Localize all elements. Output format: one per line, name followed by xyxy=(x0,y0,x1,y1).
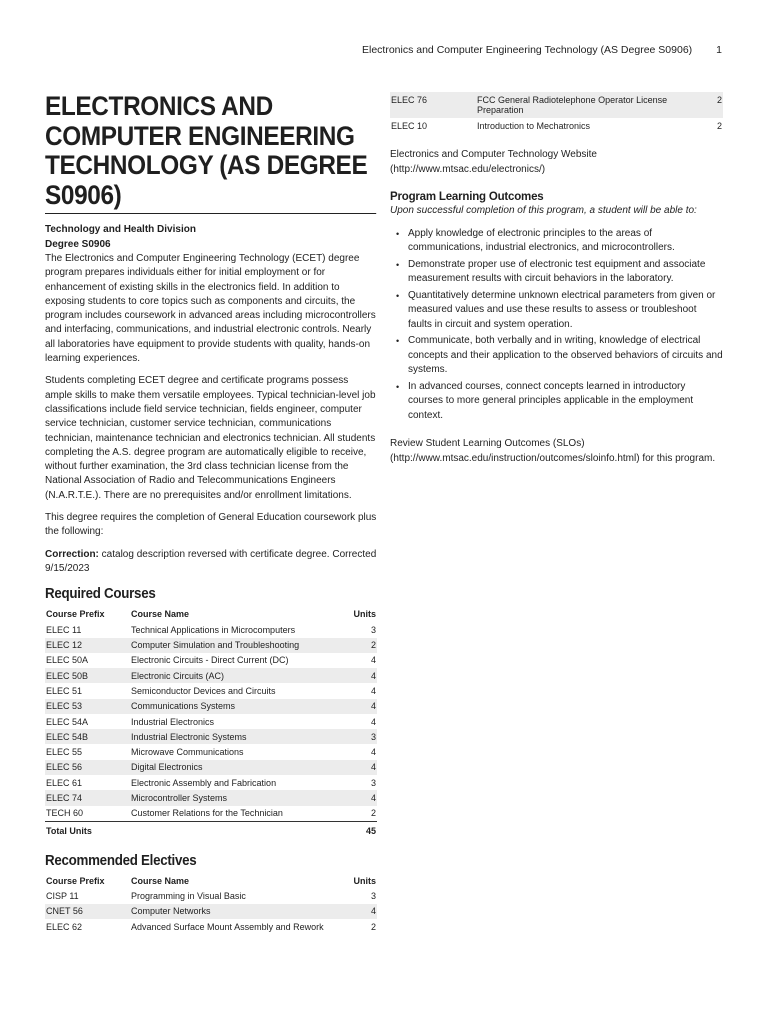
col-units: Units xyxy=(353,609,376,620)
course-units: 3 xyxy=(370,777,376,788)
course-name: Computer Simulation and Troubleshooting xyxy=(130,638,346,653)
running-header-title: Electronics and Computer Engineering Technology (AS Degree S0906) xyxy=(361,44,693,56)
course-units: 4 xyxy=(346,668,377,683)
course-units: 2 xyxy=(370,808,376,819)
slo-link[interactable]: Review Student Learning Outcomes (SLOs) (http://www.mtsac.edu/instruction/outcomes/sloinfo.html) for this program. xyxy=(390,438,716,464)
col-course-name: Course Name xyxy=(131,875,190,886)
electives-table-continued xyxy=(390,92,723,134)
course-units: 3 xyxy=(370,624,376,635)
course-name: Microcontroller Systems xyxy=(130,790,346,805)
page-title: ELECTRONICS AND COMPUTER ENGINEERING TECHNOLOGY (AS DEGREE S0906) xyxy=(45,92,376,214)
course-prefix: ELEC 53 xyxy=(45,699,130,714)
course-units: 4 xyxy=(346,699,377,714)
running-header xyxy=(362,44,722,56)
course-name: Electronic Assembly and Fabrication xyxy=(131,777,277,788)
table-row xyxy=(45,919,377,934)
table-row xyxy=(45,760,377,775)
table-row xyxy=(390,92,723,118)
course-units: 4 xyxy=(370,685,376,696)
list-item: • In advanced courses, connect concepts learned in introductory courses to more general principles applicable in the employment context. xyxy=(408,380,723,424)
course-name: Semiconductor Devices and Circuits xyxy=(131,685,276,696)
correction-label: Correction: xyxy=(45,548,99,560)
degree-label: Degree S0906 xyxy=(45,238,111,250)
course-units: 3 xyxy=(370,891,376,902)
correction-text: catalog description reversed with certificate degree. Corrected 9/15/2023 xyxy=(45,548,377,574)
course-prefix: ELEC 74 xyxy=(45,790,130,805)
total-row xyxy=(45,821,377,838)
outcomes-intro: Upon successful completion of this program, a student will be able to: xyxy=(390,204,697,216)
course-prefix: ELEC 50A xyxy=(46,655,89,666)
requirements-paragraph: This degree requires the completion of General Education coursework plus the following: xyxy=(45,512,377,538)
required-courses-table xyxy=(45,606,377,838)
course-name: Digital Electronics xyxy=(130,760,346,775)
left-column xyxy=(45,92,377,934)
table-row xyxy=(45,806,377,822)
list-item: • Apply knowledge of electronic principles to the areas of communications, industrial electronics, and microcontrollers. xyxy=(408,227,723,256)
course-name: Programming in Visual Basic xyxy=(131,891,246,902)
course-units: 4 xyxy=(346,760,377,775)
course-name: Customer Relations for the Technician xyxy=(131,808,283,819)
course-prefix: ELEC 76 xyxy=(390,92,476,118)
course-name: Communications Systems xyxy=(130,699,346,714)
course-name: Electronic Circuits - Direct Current (DC) xyxy=(131,655,289,666)
division-info xyxy=(45,223,377,252)
course-prefix: ELEC 11 xyxy=(46,624,82,635)
course-units: 3 xyxy=(346,729,377,744)
col-course-name: Course Name xyxy=(131,609,190,620)
course-name: Computer Networks xyxy=(130,904,349,919)
course-units: 2 xyxy=(716,92,723,118)
course-prefix: ELEC 50B xyxy=(45,668,130,683)
required-courses-heading: Required Courses xyxy=(45,586,156,603)
table-row xyxy=(45,683,377,698)
table-row xyxy=(45,638,377,653)
course-prefix: ELEC 12 xyxy=(45,638,130,653)
course-units: 2 xyxy=(370,921,376,932)
table-row xyxy=(45,699,377,714)
intro-paragraph: The Electronics and Computer Engineering Technology (ECET) degree program prepares individuals either for initial employment or for enhancement of existing skills in the electronics field. In addition to exposing students to core topics such as components and circuits, the program includes coursework in advanced areas including microcontrollers and interfacing, communications, and industrial electronic controls. Nearly all laboratories have equipment to provide students with quality, hands-on learning experiences. xyxy=(45,253,376,365)
course-prefix: ELEC 61 xyxy=(46,777,83,788)
course-name: FCC General Radiotelephone Operator License Preparation xyxy=(476,92,716,118)
table-row xyxy=(390,118,723,134)
course-units: 4 xyxy=(370,716,376,727)
table-row xyxy=(45,790,377,805)
course-units: 4 xyxy=(346,790,377,805)
list-item: • Quantitatively determine unknown electrical parameters from given or measured values and use these results to assess or troubleshoot faults in circuit and system operation. xyxy=(408,289,723,333)
col-units: Units xyxy=(353,875,376,886)
course-units: 2 xyxy=(346,638,377,653)
course-prefix: ELEC 54A xyxy=(46,716,89,727)
correction-note xyxy=(45,548,377,577)
course-prefix: ELEC 62 xyxy=(46,921,83,932)
col-course-prefix: Course Prefix xyxy=(46,609,105,620)
course-name: Microwave Communications xyxy=(131,747,244,758)
course-name: Technical Applications in Microcomputers xyxy=(131,624,296,635)
list-item: • Communicate, both verbally and in writing, knowledge of electrical concepts and their application to the observed behaviors of circuits and systems. xyxy=(408,334,723,378)
table-row xyxy=(45,622,377,637)
students-paragraph: Students completing ECET degree and certificate programs possess ample skills to make them versatile employees. Typical technician-level job classifications include field service technician, fields engineer, computer service technician, customer service technician, communications technician, maintenance technician and electronics technician. All students completing the A.S. degree program are automatically eligible to receive, without further examination, the 3rd class technician license from the National Association of Radio and Telecommunications Engineers (N.A.R.T.E.). There are no prerequisites and/or enrollment limitations. xyxy=(45,375,376,501)
course-units: 4 xyxy=(349,904,377,919)
course-units: 2 xyxy=(716,121,722,132)
table-row xyxy=(45,904,377,919)
page-number: 1 xyxy=(716,44,722,56)
total-units: 45 xyxy=(346,821,377,838)
table-row xyxy=(45,668,377,683)
course-name: Industrial Electronics xyxy=(131,716,215,727)
course-prefix: ELEC 51 xyxy=(46,685,83,696)
website-link[interactable]: Electronics and Computer Technology Website (http://www.mtsac.edu/electronics/) xyxy=(390,149,597,175)
course-name: Industrial Electronic Systems xyxy=(130,729,346,744)
course-prefix: CISP 11 xyxy=(46,891,79,902)
table-row xyxy=(45,775,377,790)
course-units: 4 xyxy=(370,655,376,666)
outcomes-list xyxy=(390,227,723,424)
table-header-row xyxy=(45,873,377,889)
course-units: 4 xyxy=(370,747,376,758)
course-prefix: CNET 56 xyxy=(45,904,130,919)
division-label: Technology and Health Division xyxy=(45,224,196,235)
electives-table xyxy=(45,873,377,935)
course-prefix: TECH 60 xyxy=(46,808,84,819)
course-name: Electronic Circuits (AC) xyxy=(130,668,346,683)
course-prefix: ELEC 10 xyxy=(391,121,428,132)
table-row xyxy=(45,653,377,668)
course-prefix: ELEC 56 xyxy=(45,760,130,775)
total-label: Total Units xyxy=(45,821,346,838)
course-prefix: ELEC 54B xyxy=(45,729,130,744)
table-row xyxy=(45,714,377,729)
outcomes-heading: Program Learning Outcomes xyxy=(390,190,544,203)
col-course-prefix: Course Prefix xyxy=(46,875,105,886)
course-name: Introduction to Mechatronics xyxy=(477,121,591,132)
course-prefix: ELEC 55 xyxy=(46,747,83,758)
table-row xyxy=(45,744,377,759)
table-row xyxy=(45,729,377,744)
recommended-electives-heading: Recommended Electives xyxy=(45,852,197,869)
list-item: • Demonstrate proper use of electronic test equipment and associate measurement results with circuit behaviors in the laboratory. xyxy=(408,258,723,287)
table-header-row xyxy=(45,606,377,622)
table-row xyxy=(45,889,377,904)
right-column xyxy=(390,92,723,474)
course-name: Advanced Surface Mount Assembly and Rework xyxy=(131,921,324,932)
